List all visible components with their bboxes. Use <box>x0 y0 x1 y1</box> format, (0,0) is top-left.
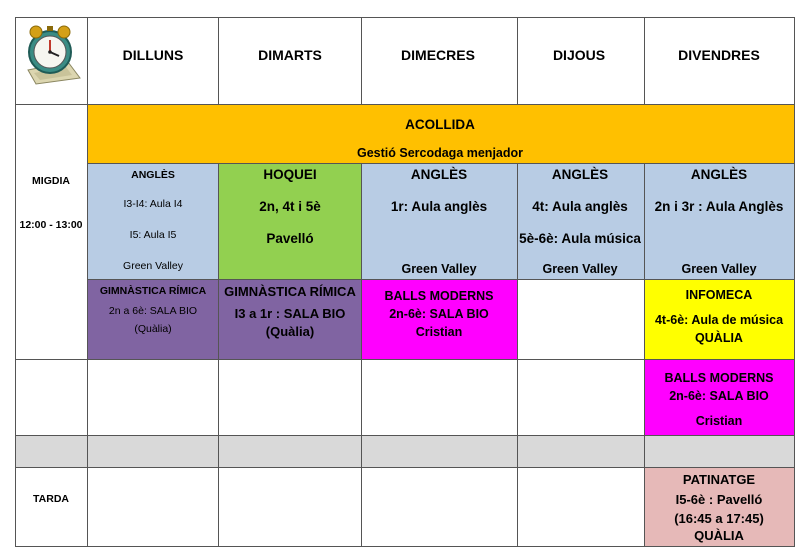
day-header-dilluns: DILLUNS <box>122 47 184 63</box>
divendres-patinatge-line3: QUÀLIA <box>694 528 744 543</box>
dilluns-gimnastica-title: GIMNÀSTICA RÍMICA <box>99 285 207 297</box>
grid-line <box>218 17 219 105</box>
grid-line <box>15 467 794 468</box>
grid-line <box>361 163 362 547</box>
grid-line <box>15 104 794 105</box>
dimarts-hoquei-line1: 2n, 4t i 5è <box>259 199 321 214</box>
divendres-balls-title: BALLS MODERNS <box>664 371 774 385</box>
dilluns-angles-line2: I5: Aula I5 <box>129 229 177 241</box>
divendres-balls-line1: 2n-6è: SALA BIO <box>669 389 769 403</box>
grid-line <box>87 163 794 164</box>
acollida-subtitle: Gestió Sercodaga menjador <box>356 146 524 160</box>
grid-line <box>87 17 88 547</box>
divendres-patinatge-line2: (16:45 a 17:45) <box>674 511 764 526</box>
dimecres-balls-title: BALLS MODERNS <box>384 289 494 303</box>
day-header-dimecres: DIMECRES <box>401 47 475 63</box>
divendres-infomeca-line2: QUÀLIA <box>695 331 743 345</box>
grid-line <box>15 435 794 436</box>
acollida-title: ACOLLIDA <box>405 117 475 132</box>
grid-line <box>361 17 362 105</box>
dilluns-angles-line3: Green Valley <box>123 260 183 272</box>
row-label-tarda: TARDA <box>33 493 69 505</box>
dilluns-gimnastica-line1: 2n a 6è: SALA BIO <box>108 305 198 317</box>
dijous-angles-line2: 5è-6è: Aula música <box>519 231 641 246</box>
dijous-angles-line1: 4t: Aula anglès <box>532 199 628 214</box>
grid-line <box>794 17 795 547</box>
grid-line <box>517 163 518 547</box>
grid-line <box>15 546 794 547</box>
dimecres-balls-line1: 2n-6è: SALA BIO <box>389 307 489 321</box>
divendres-patinatge-line1: I5-6è : Pavelló <box>675 492 763 507</box>
alarm-clock-icon <box>22 20 82 86</box>
dimecres-angles-line1: 1r: Aula anglès <box>390 199 488 214</box>
divendres-patinatge-title: PATINATGE <box>682 472 756 487</box>
grid-line <box>218 163 219 547</box>
day-header-divendres: DIVENDRES <box>678 47 760 63</box>
dilluns-gimnastica-line2: (Quàlia) <box>134 323 172 335</box>
grid-line <box>644 163 645 547</box>
divendres-infomeca-title: INFOMECA <box>685 288 753 302</box>
grid-line <box>15 17 794 18</box>
grid-line <box>15 359 794 360</box>
grid-line <box>87 279 794 280</box>
day-header-dimarts: DIMARTS <box>258 47 322 63</box>
grid-line <box>644 17 645 105</box>
dilluns-angles-title: ANGLÈS <box>131 169 175 181</box>
dimarts-gimnastica-line1: I3 a 1r : SALA BIO <box>234 306 346 321</box>
dijous-angles-title: ANGLÈS <box>551 167 609 182</box>
day-header-dijous: DIJOUS <box>552 47 606 63</box>
dimecres-balls-line2: Cristian <box>415 325 463 339</box>
dimarts-gimnastica-title: GIMNÀSTICA RÍMICA <box>224 284 356 299</box>
divendres-infomeca-line1: 4t-6è: Aula de música <box>654 313 784 327</box>
dimarts-hoquei-line2: Pavelló <box>266 231 314 246</box>
divendres-angles-line2: Green Valley <box>681 262 757 276</box>
dilluns-angles-line1: I3-I4: Aula I4 <box>123 198 183 210</box>
dijous-angles-line3: Green Valley <box>542 262 618 276</box>
row-label-migdia: MIGDIA <box>32 175 70 187</box>
grid-line <box>15 17 16 547</box>
dimecres-angles-title: ANGLÈS <box>410 167 468 182</box>
dimarts-hoquei-title: HOQUEI <box>263 167 317 182</box>
divendres-angles-line1: 2n i 3r : Aula Anglès <box>654 199 784 214</box>
row-label-migdia-time: 12:00 - 13:00 <box>19 219 83 231</box>
grid-line <box>517 17 518 105</box>
dimecres-angles-line2: Green Valley <box>401 262 477 276</box>
dimarts-gimnastica-line2: (Quàlia) <box>265 324 315 339</box>
divendres-balls-line2: Cristian <box>695 414 743 428</box>
divendres-angles-title: ANGLÈS <box>690 167 748 182</box>
grey-separator-row <box>15 435 794 467</box>
